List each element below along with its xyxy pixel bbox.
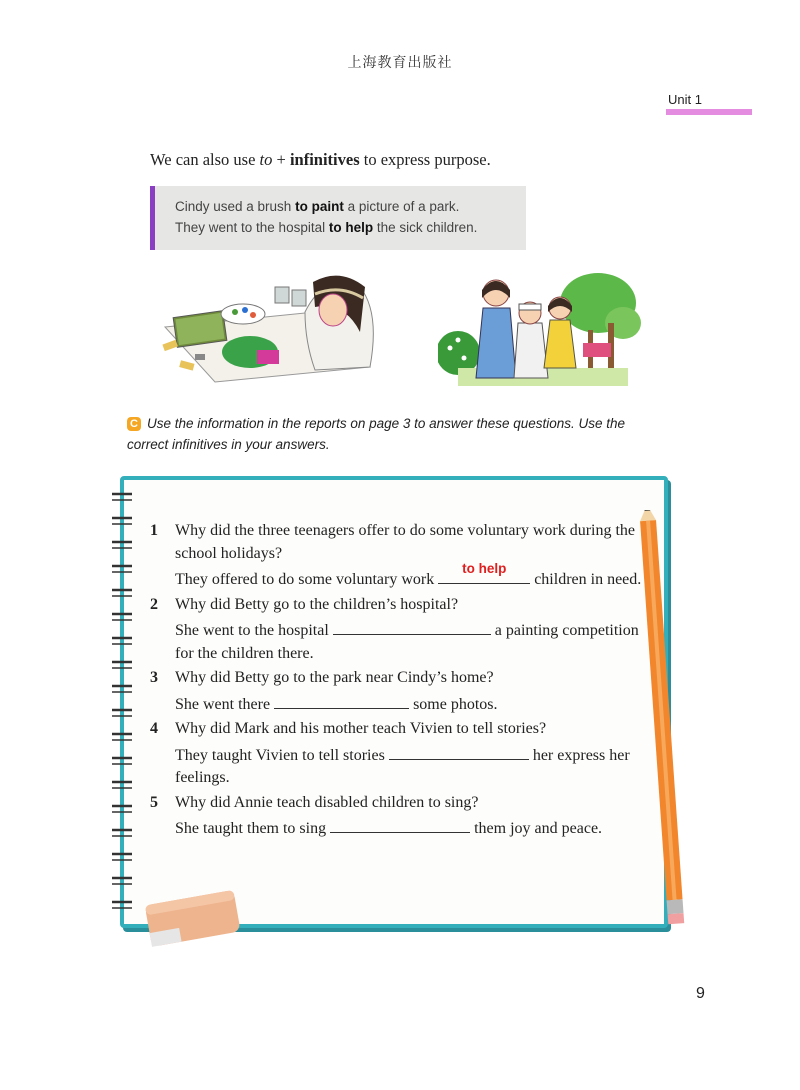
question-item: 5 Why did Annie teach disabled children to sing?	[150, 793, 479, 811]
instruction-text: Use the information in the reports on page 3 to answer these questions. Use the correct infinitives in your answers.	[127, 416, 626, 452]
eraser-icon	[140, 885, 250, 955]
answer-line: They taught Vivien to tell stories her express her feelings.	[150, 743, 650, 790]
hospital-visit-illustration	[438, 268, 643, 388]
answer-line: They offered to do some voluntary work to help children in need.	[150, 567, 650, 592]
intro-bold: infinitives	[289, 150, 360, 169]
answer-line: She taught them to sing them joy and peace.	[150, 816, 650, 841]
grammar-intro	[150, 150, 491, 170]
spiral-binding	[108, 478, 138, 928]
publisher-header: 上海教育出版社	[347, 55, 453, 71]
unit-tag	[666, 92, 752, 116]
painting-girl-illustration	[155, 272, 385, 384]
unit-color-bar	[666, 109, 752, 115]
page-number: 9	[696, 985, 705, 1002]
answer-line: She went to the hospital a painting competition for the children there.	[150, 618, 650, 665]
answer-blank[interactable]	[389, 743, 529, 760]
question-item: 3 Why did Betty go to the park near Cindy’s home?	[150, 669, 494, 686]
exercise-instruction	[127, 413, 657, 455]
example-sentence: Cindy used a brush to paint a picture of a park.	[175, 199, 460, 214]
example-sentence: They went to the hospital to help the sick children.	[175, 220, 478, 235]
question-list	[150, 520, 650, 843]
intro-text-pre: We can also use	[150, 150, 260, 169]
answer-line: She went there some photos.	[150, 692, 650, 717]
answer-blank[interactable]	[438, 560, 530, 584]
unit-label: Unit 1	[668, 92, 702, 107]
intro-to: to	[259, 150, 273, 169]
answer-blank[interactable]	[330, 816, 470, 833]
exercise-badge: C	[127, 417, 141, 431]
question-item: 1 Why did the three teenagers offer to do some voluntary work during the school holidays?	[150, 522, 636, 562]
example-box	[150, 186, 526, 250]
answer-blank[interactable]	[274, 692, 409, 709]
question-item: 4 Why did Mark and his mother teach Vivien to tell stories?	[150, 720, 547, 737]
answer-blank[interactable]	[333, 618, 491, 635]
filled-answer: to help	[462, 560, 507, 576]
intro-text-post: to express purpose.	[359, 150, 491, 169]
question-item: 2 Why did Betty go to the children’s hospital?	[150, 595, 459, 613]
intro-plus: +	[272, 150, 290, 169]
